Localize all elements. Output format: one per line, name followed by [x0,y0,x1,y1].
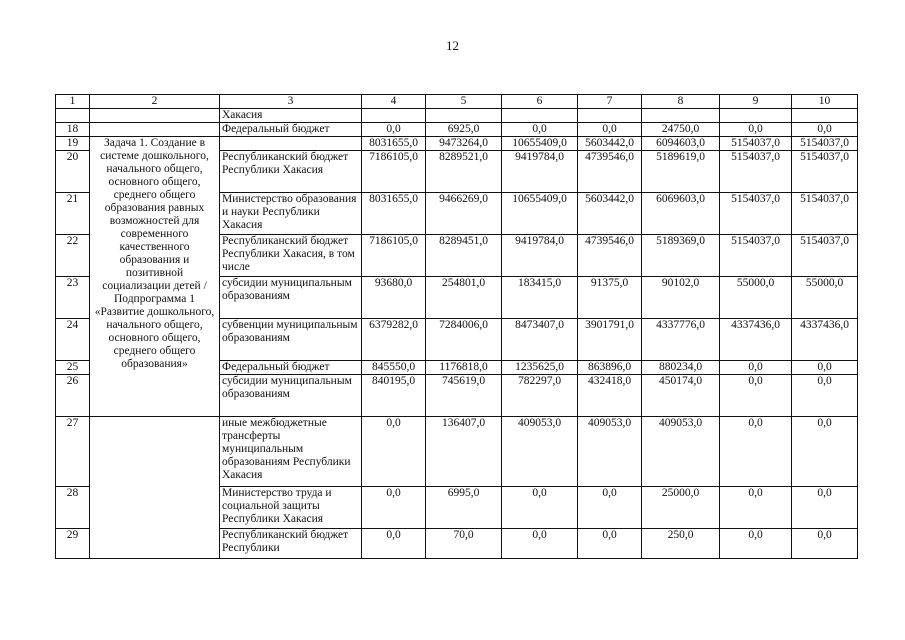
header-row [56,95,858,109]
table-row [56,137,858,151]
value-cell: 6995,0 [426,487,502,529]
value-cell: 25000,0 [642,487,720,529]
value-cell: 0,0 [362,487,426,529]
funding-source: субсидии муниципальным образованиям [220,277,362,319]
value-cell: 183415,0 [502,277,578,319]
task-cell-empty [90,123,220,137]
value-cell [720,109,792,123]
task-cell-empty [90,417,220,559]
column-header: 6 [502,95,578,109]
funding-source: иные межбюджетные трансферты муниципальным образованиям Республики Хакасия [220,417,362,487]
value-cell: 8031655,0 [362,137,426,151]
row-number: 18 [56,123,90,137]
budget-table [55,94,858,559]
value-cell: 840195,0 [362,375,426,417]
value-cell: 136407,0 [426,417,502,487]
row-number: 27 [56,417,90,487]
column-header: 10 [792,95,858,109]
value-cell: 10655409,0 [502,193,578,235]
value-cell: 5154037,0 [720,137,792,151]
column-header: 1 [56,95,90,109]
value-cell: 1176818,0 [426,361,502,375]
value-cell: 5154037,0 [720,235,792,277]
value-cell: 0,0 [792,487,858,529]
task-description: Задача 1. Создание в системе дошкольного, начального общего, основного общего, среднего общего образования равных возможностей для современного качественного образования и позитивной социализации детей /Подпрограмма 1 «Развитие дошкольного, начального общего, основного общего, среднего общего образования» [90,137,220,417]
task-cell [90,109,220,123]
value-cell [642,109,720,123]
row-number: 26 [56,375,90,417]
value-cell: 10655409,0 [502,137,578,151]
value-cell: 24750,0 [642,123,720,137]
table-body [56,95,858,559]
funding-source [220,137,362,151]
value-cell: 745619,0 [426,375,502,417]
value-cell: 4337776,0 [642,319,720,361]
value-cell: 863896,0 [578,361,642,375]
value-cell: 254801,0 [426,277,502,319]
value-cell: 5603442,0 [578,193,642,235]
column-header: 2 [90,95,220,109]
value-cell: 5154037,0 [720,151,792,193]
funding-source: Республиканский бюджет Республики Хакасия [220,151,362,193]
value-cell: 0,0 [720,361,792,375]
value-cell: 5154037,0 [792,235,858,277]
value-cell: 55000,0 [792,277,858,319]
value-cell: 7186105,0 [362,235,426,277]
value-cell: 4337436,0 [720,319,792,361]
value-cell: 5154037,0 [792,151,858,193]
value-cell: 409053,0 [502,417,578,487]
value-cell: 0,0 [792,529,858,559]
value-cell: 880234,0 [642,361,720,375]
value-cell: 0,0 [720,123,792,137]
value-cell: 0,0 [720,487,792,529]
value-cell: 450174,0 [642,375,720,417]
row-number: 22 [56,235,90,277]
column-header: 3 [220,95,362,109]
value-cell: 7284006,0 [426,319,502,361]
value-cell: 7186105,0 [362,151,426,193]
value-cell: 0,0 [792,417,858,487]
value-cell: 782297,0 [502,375,578,417]
row-number: 29 [56,529,90,559]
value-cell [578,109,642,123]
value-cell: 55000,0 [720,277,792,319]
column-header: 4 [362,95,426,109]
value-cell: 0,0 [792,361,858,375]
value-cell: 0,0 [720,529,792,559]
page-number: 12 [446,38,459,53]
value-cell: 409053,0 [578,417,642,487]
value-cell: 0,0 [578,123,642,137]
continuation-row [56,109,858,123]
value-cell: 0,0 [362,529,426,559]
value-cell: 6069603,0 [642,193,720,235]
value-cell: 0,0 [502,487,578,529]
row-number: 23 [56,277,90,319]
row-number: 20 [56,151,90,193]
value-cell: 0,0 [502,123,578,137]
value-cell: 845550,0 [362,361,426,375]
value-cell: 90102,0 [642,277,720,319]
table-row [56,123,858,137]
value-cell: 93680,0 [362,277,426,319]
row-number: 25 [56,361,90,375]
value-cell: 4337436,0 [792,319,858,361]
value-cell: 5154037,0 [792,193,858,235]
value-cell: 6925,0 [426,123,502,137]
funding-source: Федеральный бюджет [220,123,362,137]
value-cell: 0,0 [792,123,858,137]
value-cell: 4739546,0 [578,235,642,277]
value-cell: 8289521,0 [426,151,502,193]
value-cell: 5189619,0 [642,151,720,193]
source-cell: Хакасия [220,109,362,123]
row-number-cell [56,109,90,123]
value-cell [792,109,858,123]
value-cell: 5154037,0 [720,193,792,235]
value-cell: 9419784,0 [502,151,578,193]
row-number: 19 [56,137,90,151]
value-cell: 5154037,0 [792,137,858,151]
value-cell: 409053,0 [642,417,720,487]
funding-source: субсидии муниципальным образованиям [220,375,362,417]
value-cell: 250,0 [642,529,720,559]
value-cell: 8289451,0 [426,235,502,277]
value-cell: 5603442,0 [578,137,642,151]
value-cell: 5189369,0 [642,235,720,277]
value-cell: 4739546,0 [578,151,642,193]
funding-source: Министерство труда и социальной защиты Республики Хакасия [220,487,362,529]
value-cell: 91375,0 [578,277,642,319]
funding-source: Республиканский бюджет Республики Хакасия, в том числе [220,235,362,277]
funding-source: Республиканский бюджет Республики [220,529,362,559]
row-number: 21 [56,193,90,235]
column-header: 5 [426,95,502,109]
column-header: 9 [720,95,792,109]
value-cell: 6379282,0 [362,319,426,361]
value-cell: 70,0 [426,529,502,559]
value-cell: 3901791,0 [578,319,642,361]
value-cell: 8031655,0 [362,193,426,235]
value-cell [502,109,578,123]
value-cell: 6094603,0 [642,137,720,151]
funding-source: Федеральный бюджет [220,361,362,375]
value-cell: 9419784,0 [502,235,578,277]
value-cell: 432418,0 [578,375,642,417]
value-cell: 0,0 [720,375,792,417]
value-cell: 0,0 [502,529,578,559]
value-cell: 0,0 [720,417,792,487]
value-cell: 0,0 [362,417,426,487]
value-cell: 1235625,0 [502,361,578,375]
value-cell: 0,0 [362,123,426,137]
value-cell: 0,0 [792,375,858,417]
funding-source: субвенции муниципальным образованиям [220,319,362,361]
value-cell [362,109,426,123]
funding-source: Министерство образования и науки Республики Хакасия [220,193,362,235]
value-cell: 9473264,0 [426,137,502,151]
value-cell: 0,0 [578,529,642,559]
value-cell: 9466269,0 [426,193,502,235]
table-row [56,417,858,487]
column-header: 8 [642,95,720,109]
column-header: 7 [578,95,642,109]
row-number: 24 [56,319,90,361]
value-cell: 8473407,0 [502,319,578,361]
value-cell [426,109,502,123]
value-cell: 0,0 [578,487,642,529]
row-number: 28 [56,487,90,529]
